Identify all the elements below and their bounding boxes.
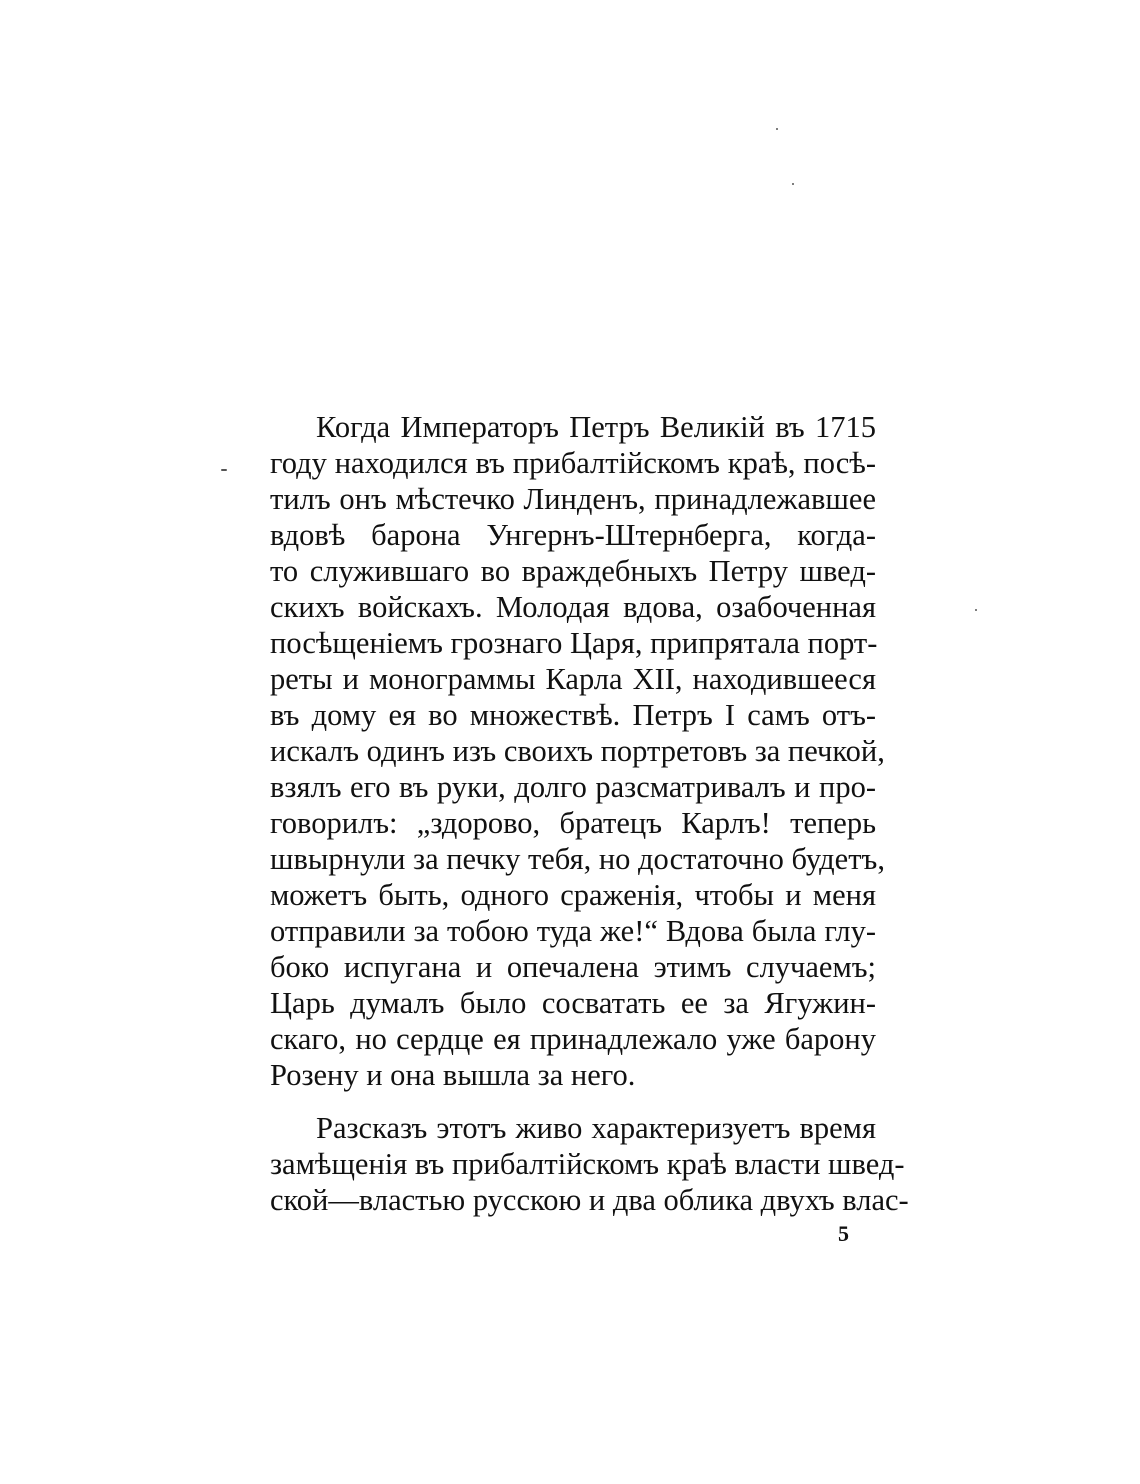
text-line: взялъ его въ руки, долго разсматривалъ и про- xyxy=(270,770,876,804)
text-line: отправили за тобою туда же!“ Вдова была глу- xyxy=(270,914,876,948)
scan-speck xyxy=(776,128,778,130)
body-text xyxy=(270,409,909,1218)
text-line: замѣщенія въ прибалтійскомъ краѣ власти швед- xyxy=(270,1147,905,1181)
text-line: говорилъ: „здорово, братецъ Карлъ! теперь xyxy=(270,806,876,840)
text-line: можетъ быть, одного сраженія, чтобы и меня xyxy=(270,878,876,912)
text-line: посѣщеніемъ грознаго Царя, припрятала порт- xyxy=(270,626,878,660)
text-line: швырнули за печку тебя, но достаточно будетъ, xyxy=(270,842,885,876)
text-line: ской—властью русскою и два облика двухъ влас- xyxy=(270,1183,909,1217)
text-line: Розену и она вышла за него. xyxy=(270,1058,636,1092)
scan-speck xyxy=(975,609,977,611)
text-line: реты и монограммы Карла XII, находившееся xyxy=(270,662,876,696)
paragraph-gap xyxy=(270,1093,876,1110)
text-line: скаго, но сердце ея принадлежало уже барону xyxy=(270,1022,876,1056)
text-line: искалъ одинъ изъ своихъ портретовъ за печкой, xyxy=(270,734,885,768)
text-line: то служившаго во враждебныхъ Петру швед- xyxy=(270,554,876,588)
text-line: вдовѣ барона Унгернъ-Штернберга, когда- xyxy=(270,518,876,552)
text-line: году находился въ прибалтійскомъ краѣ, посѣ- xyxy=(270,446,876,480)
text-line: скихъ войскахъ. Молодая вдова, озабоченная xyxy=(270,590,876,624)
page-number: 5 xyxy=(838,1221,849,1246)
text-line: Царь думалъ было сосватать ее за Ягужин- xyxy=(270,986,876,1020)
text-line: Когда Императоръ Петръ Великій въ 1715 xyxy=(316,410,876,444)
scan-speck xyxy=(792,183,794,185)
text-line: боко испугана и опечалена этимъ случаемъ; xyxy=(270,950,876,984)
text-line: въ дому ея во множествѣ. Петръ I самъ отъ- xyxy=(270,698,876,732)
scan-speck xyxy=(221,469,227,471)
text-line: тилъ онъ мѣстечко Линденъ, принадлежавшее xyxy=(270,482,876,516)
text-line: Разсказъ этотъ живо характеризуетъ время xyxy=(316,1111,876,1145)
